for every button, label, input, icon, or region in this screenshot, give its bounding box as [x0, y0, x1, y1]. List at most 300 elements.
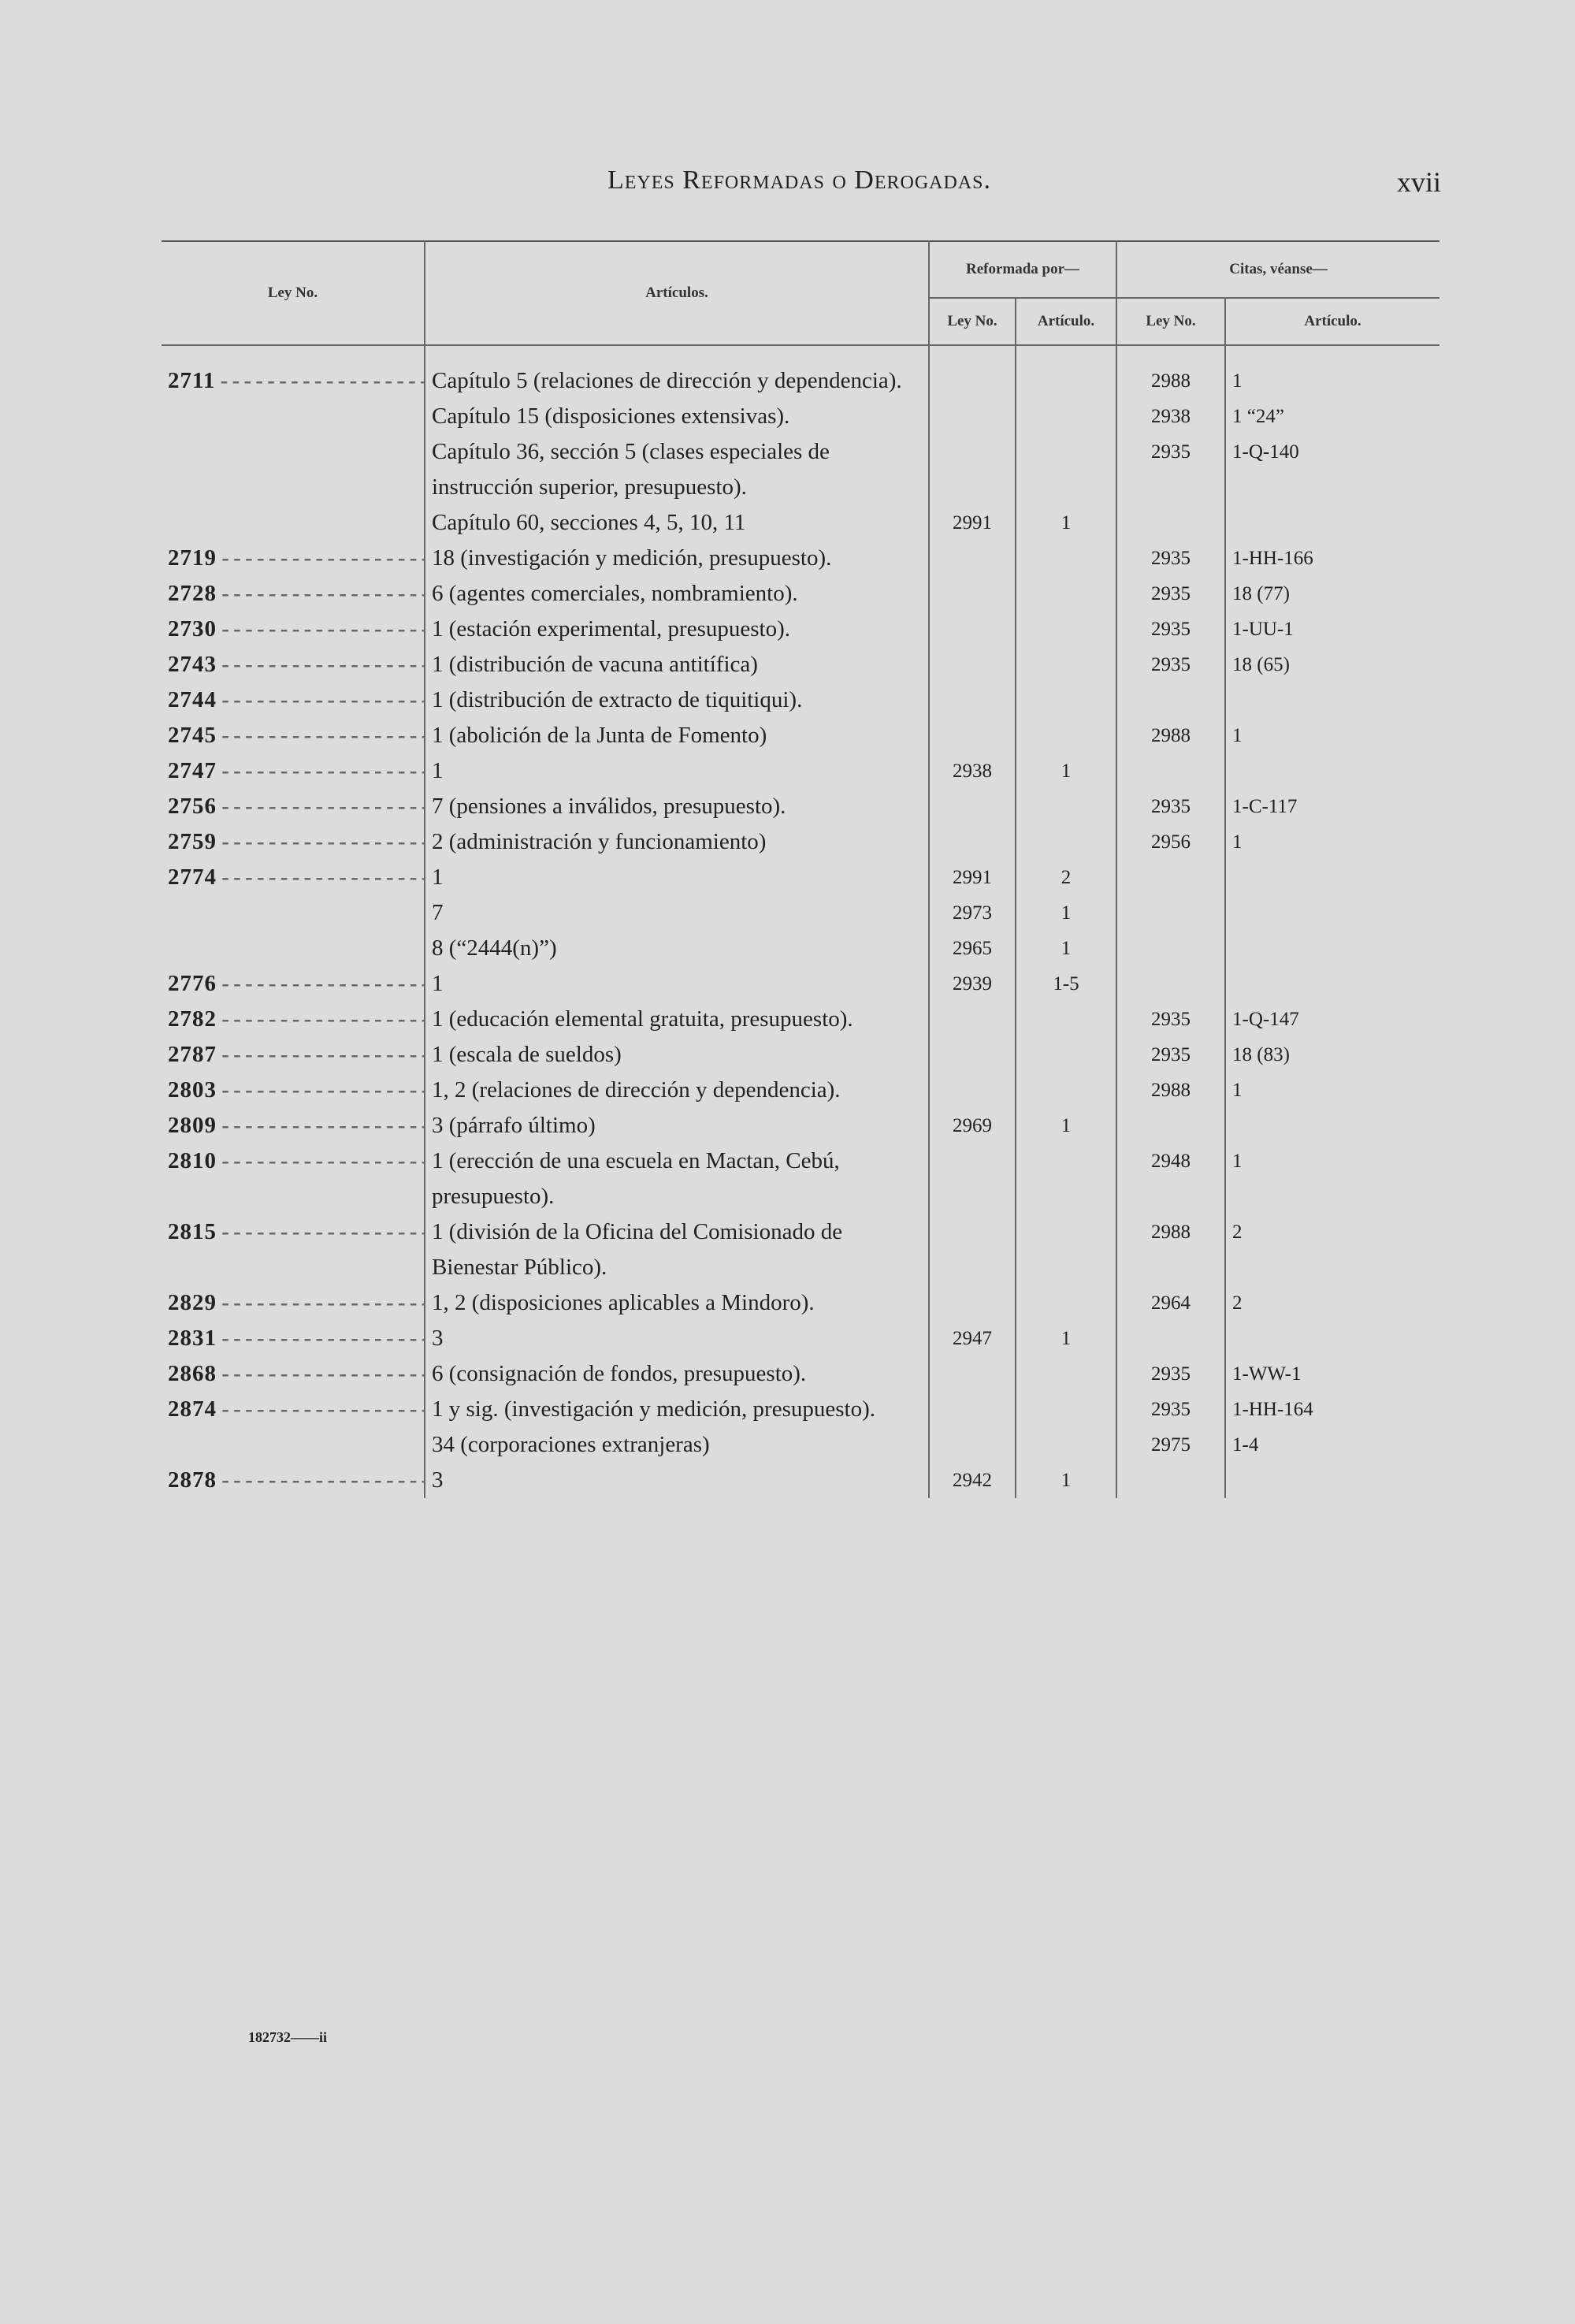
citas-ley-cell-text: 2935 — [1151, 1399, 1191, 1420]
reformada-ley-cell — [929, 1143, 1016, 1214]
citas-articulo-cell — [1225, 1427, 1439, 1463]
reformada-ley-cell — [929, 789, 1016, 824]
citas-ley-cell — [1116, 1214, 1225, 1285]
ley-cell — [162, 1143, 425, 1214]
table-header — [162, 241, 1439, 345]
reformada-ley-cell-text: 2991 — [953, 867, 992, 888]
citas-articulo-cell-text: 1-4 — [1232, 1434, 1259, 1456]
articulo-cell-text: 1 y sig. (investigación y medición, presupuesto). — [432, 1396, 875, 1422]
articulo-cell-text: 1 (erección de una escuela en Mactan, Cebú, presupuesto). — [432, 1148, 840, 1209]
ley-cell-text: 2743 - - - — [168, 652, 425, 677]
citas-ley-cell — [1116, 541, 1225, 576]
citas-ley-cell — [1116, 1463, 1225, 1498]
page-title: Leyes Reformadas o Derogadas. — [607, 165, 992, 195]
laws-table — [162, 240, 1439, 1498]
reformada-articulo-cell-text: 1 — [1061, 938, 1072, 959]
citas-ley-cell — [1116, 1108, 1225, 1143]
articulo-cell — [425, 682, 929, 718]
reformada-ley-cell — [929, 824, 1016, 860]
ley-cell — [162, 1214, 425, 1285]
table-row — [162, 576, 1439, 612]
table-row — [162, 434, 1439, 505]
citas-ley-cell — [1116, 1143, 1225, 1214]
ley-cell — [162, 541, 425, 576]
reformada-articulo-cell — [1016, 718, 1116, 753]
subheader-citas-ley: Ley No. — [1116, 298, 1225, 345]
table-row — [162, 1073, 1439, 1108]
table-row — [162, 1427, 1439, 1463]
citas-ley-cell-text: 2935 — [1151, 1009, 1191, 1030]
ley-cell-text: 2728 - - - — [168, 581, 425, 606]
ley-cell — [162, 931, 425, 966]
reformada-articulo-cell — [1016, 824, 1116, 860]
reformada-ley-cell — [929, 1073, 1016, 1108]
citas-ley-cell-text: 2988 — [1151, 1080, 1191, 1101]
reformada-ley-cell — [929, 931, 1016, 966]
citas-ley-cell — [1116, 753, 1225, 789]
reformada-ley-cell — [929, 1285, 1016, 1321]
citas-ley-cell-text: 2935 — [1151, 548, 1191, 569]
citas-ley-cell — [1116, 1002, 1225, 1037]
reformada-articulo-cell-text: 1 — [1061, 1328, 1072, 1349]
citas-articulo-cell — [1225, 824, 1439, 860]
table-row — [162, 895, 1439, 931]
citas-articulo-cell — [1225, 612, 1439, 647]
articulo-cell — [425, 1285, 929, 1321]
articulo-cell-text: Capítulo 60, secciones 4, 5, 10, 11 — [432, 510, 746, 535]
articulo-cell-text: 1 — [432, 971, 444, 996]
col-header-ley: Ley No. — [267, 284, 318, 301]
citas-ley-cell — [1116, 860, 1225, 895]
articulo-cell — [425, 1427, 929, 1463]
reformada-ley-cell — [929, 895, 1016, 931]
citas-articulo-cell-text: 1-HH-166 — [1232, 548, 1313, 569]
articulo-cell-text: 3 (párrafo último) — [432, 1113, 596, 1138]
reformada-articulo-cell — [1016, 541, 1116, 576]
table-row — [162, 1285, 1439, 1321]
subheader-reformada-articulo: Artículo. — [1016, 298, 1116, 345]
articulo-cell-text: Capítulo 36, sección 5 (clases especiales de instrucción superior, presupuesto). — [432, 439, 830, 500]
reformada-ley-cell — [929, 682, 1016, 718]
articulo-cell-text: 6 (agentes comerciales, nombramiento). — [432, 581, 798, 606]
ley-cell-text: 2874 - - - — [168, 1396, 425, 1422]
reformada-articulo-cell — [1016, 789, 1116, 824]
citas-ley-cell — [1116, 1427, 1225, 1463]
articulo-cell — [425, 505, 929, 541]
reformada-articulo-cell — [1016, 1392, 1116, 1427]
reformada-articulo-cell — [1016, 612, 1116, 647]
citas-articulo-cell-text: 1-HH-164 — [1232, 1399, 1313, 1420]
citas-ley-cell — [1116, 505, 1225, 541]
articulo-cell — [425, 1002, 929, 1037]
reformada-ley-cell-text: 2965 — [953, 938, 992, 959]
citas-articulo-cell — [1225, 1356, 1439, 1392]
reformada-ley-cell — [929, 399, 1016, 434]
articulo-cell — [425, 966, 929, 1002]
table-row — [162, 505, 1439, 541]
articulo-cell — [425, 1143, 929, 1214]
articulo-cell — [425, 541, 929, 576]
citas-ley-cell-text: 2988 — [1151, 725, 1191, 746]
articulo-cell-text: 1 (distribución de extracto de tiquitiqui). — [432, 687, 803, 712]
citas-articulo-cell — [1225, 1108, 1439, 1143]
articulo-cell-text: 18 (investigación y medición, presupuesto). — [432, 545, 832, 571]
articulo-cell-text: 1 — [432, 865, 444, 890]
page-number: xvii — [1396, 166, 1441, 198]
citas-articulo-cell — [1225, 1463, 1439, 1498]
table-row — [162, 753, 1439, 789]
citas-articulo-cell — [1225, 1037, 1439, 1073]
reformada-articulo-cell — [1016, 505, 1116, 541]
citas-articulo-cell — [1225, 647, 1439, 682]
reformada-articulo-cell — [1016, 1321, 1116, 1356]
reformada-articulo-cell — [1016, 345, 1116, 399]
citas-articulo-cell — [1225, 576, 1439, 612]
articulo-cell — [425, 824, 929, 860]
reformada-articulo-cell-text: 1 — [1061, 1470, 1072, 1491]
articulo-cell — [425, 1037, 929, 1073]
ley-cell-text: 2776 - - - — [168, 971, 425, 996]
reformada-ley-cell-text: 2973 — [953, 902, 992, 924]
ley-cell — [162, 1073, 425, 1108]
table-row — [162, 1037, 1439, 1073]
ley-cell-text: 2756 - - - — [168, 794, 425, 819]
col-header-articulos: Artículos. — [425, 241, 929, 345]
ley-cell — [162, 1392, 425, 1427]
citas-ley-cell — [1116, 1285, 1225, 1321]
articulo-cell-text: 1 (distribución de vacuna antitífica) — [432, 652, 758, 677]
citas-ley-cell-text: 2935 — [1151, 1363, 1191, 1385]
articulo-cell-text: 1 (abolición de la Junta de Fomento) — [432, 723, 767, 748]
articulo-cell — [425, 718, 929, 753]
ley-cell — [162, 718, 425, 753]
citas-ley-cell — [1116, 895, 1225, 931]
citas-ley-cell-text: 2988 — [1151, 370, 1191, 392]
citas-articulo-cell-text: 1 — [1232, 831, 1243, 853]
table-row — [162, 1002, 1439, 1037]
reformada-ley-cell — [929, 966, 1016, 1002]
articulo-cell — [425, 399, 929, 434]
reformada-ley-cell — [929, 541, 1016, 576]
citas-articulo-cell-text: 1-UU-1 — [1232, 619, 1294, 640]
ley-cell — [162, 1427, 425, 1463]
articulo-cell — [425, 647, 929, 682]
ley-cell-text: 2809 - - - — [168, 1113, 425, 1138]
reformada-articulo-cell-text: 1 — [1061, 1115, 1072, 1136]
reformada-articulo-cell-text: 1-5 — [1053, 973, 1079, 995]
citas-ley-cell — [1116, 647, 1225, 682]
citas-ley-cell-text: 2935 — [1151, 654, 1191, 675]
reformada-ley-cell — [929, 345, 1016, 399]
citas-ley-cell — [1116, 345, 1225, 399]
reformada-articulo-cell — [1016, 399, 1116, 434]
ley-cell — [162, 1108, 425, 1143]
ley-cell — [162, 399, 425, 434]
reformada-ley-cell — [929, 1427, 1016, 1463]
citas-ley-cell — [1116, 612, 1225, 647]
reformada-ley-cell-text: 2938 — [953, 760, 992, 782]
ley-cell — [162, 1463, 425, 1498]
articulo-cell-text: 7 — [432, 900, 444, 925]
ley-cell-text: 2868 - - - — [168, 1361, 425, 1386]
articulo-cell — [425, 1214, 929, 1285]
reformada-ley-cell — [929, 576, 1016, 612]
reformada-articulo-cell — [1016, 1463, 1116, 1498]
table-row — [162, 789, 1439, 824]
ley-cell-text: 2803 - - - — [168, 1077, 425, 1103]
citas-ley-cell-text: 2964 — [1151, 1292, 1191, 1314]
articulo-cell — [425, 1392, 929, 1427]
citas-ley-cell — [1116, 789, 1225, 824]
reformada-articulo-cell — [1016, 1143, 1116, 1214]
reformada-ley-cell — [929, 1002, 1016, 1037]
table-row — [162, 966, 1439, 1002]
citas-ley-cell — [1116, 576, 1225, 612]
articulo-cell — [425, 345, 929, 399]
citas-articulo-cell — [1225, 1321, 1439, 1356]
reformada-articulo-cell-text: 2 — [1061, 867, 1072, 888]
articulo-cell-text: Capítulo 15 (disposiciones extensivas). — [432, 403, 790, 429]
reformada-ley-cell — [929, 505, 1016, 541]
reformada-articulo-cell — [1016, 931, 1116, 966]
citas-articulo-cell — [1225, 753, 1439, 789]
ley-cell-text: 2787 - - - — [168, 1042, 425, 1067]
reformada-ley-cell-text: 2942 — [953, 1470, 992, 1491]
citas-articulo-cell-text: 18 (77) — [1232, 583, 1290, 604]
ley-cell-text: 2831 - - - — [168, 1326, 425, 1351]
citas-articulo-cell-text: 1-C-117 — [1232, 796, 1298, 817]
reformada-ley-cell — [929, 1108, 1016, 1143]
articulo-cell — [425, 1356, 929, 1392]
ley-cell — [162, 789, 425, 824]
citas-ley-cell-text: 2938 — [1151, 406, 1191, 427]
citas-articulo-cell — [1225, 505, 1439, 541]
reformada-articulo-cell — [1016, 753, 1116, 789]
citas-ley-cell-text: 2935 — [1151, 796, 1191, 817]
ley-cell — [162, 1002, 425, 1037]
table-row — [162, 1143, 1439, 1214]
citas-ley-cell — [1116, 1356, 1225, 1392]
ley-cell-text: 2745 - - - — [168, 723, 425, 748]
citas-ley-cell — [1116, 1392, 1225, 1427]
table-row — [162, 612, 1439, 647]
table-row — [162, 1214, 1439, 1285]
citas-articulo-cell-text: 18 (83) — [1232, 1044, 1290, 1065]
citas-ley-cell — [1116, 682, 1225, 718]
citas-ley-cell — [1116, 399, 1225, 434]
citas-articulo-cell — [1225, 966, 1439, 1002]
reformada-articulo-cell-text: 1 — [1061, 760, 1072, 782]
table-row — [162, 541, 1439, 576]
citas-ley-cell — [1116, 824, 1225, 860]
table-row — [162, 718, 1439, 753]
reformada-articulo-cell-text: 1 — [1061, 512, 1072, 534]
citas-articulo-cell — [1225, 1285, 1439, 1321]
citas-articulo-cell — [1225, 1073, 1439, 1108]
ley-cell — [162, 576, 425, 612]
citas-ley-cell — [1116, 1037, 1225, 1073]
citas-ley-cell-text: 2956 — [1151, 831, 1191, 853]
ley-cell — [162, 860, 425, 895]
citas-ley-cell-text: 2935 — [1151, 619, 1191, 640]
articulo-cell — [425, 1321, 929, 1356]
ley-cell — [162, 345, 425, 399]
citas-articulo-cell — [1225, 1392, 1439, 1427]
reformada-articulo-cell — [1016, 1427, 1116, 1463]
citas-articulo-cell-text: 1 “24” — [1232, 406, 1284, 427]
citas-ley-cell — [1116, 718, 1225, 753]
articulo-cell — [425, 576, 929, 612]
reformada-ley-cell — [929, 1392, 1016, 1427]
reformada-ley-cell — [929, 1214, 1016, 1285]
reformada-ley-cell — [929, 1321, 1016, 1356]
ley-cell — [162, 1321, 425, 1356]
articulo-cell — [425, 895, 929, 931]
citas-articulo-cell-text: 1-WW-1 — [1232, 1363, 1302, 1385]
citas-articulo-cell — [1225, 1002, 1439, 1037]
reformada-ley-cell — [929, 1356, 1016, 1392]
table-row — [162, 399, 1439, 434]
citas-articulo-cell — [1225, 682, 1439, 718]
table-row — [162, 860, 1439, 895]
reformada-articulo-cell — [1016, 860, 1116, 895]
reformada-articulo-cell — [1016, 576, 1116, 612]
reformada-ley-cell — [929, 434, 1016, 505]
citas-ley-cell — [1116, 1321, 1225, 1356]
articulo-cell — [425, 434, 929, 505]
citas-articulo-cell — [1225, 399, 1439, 434]
ley-cell-text: 2774 - - - — [168, 865, 425, 890]
citas-articulo-cell — [1225, 931, 1439, 966]
table-row — [162, 647, 1439, 682]
citas-articulo-cell — [1225, 860, 1439, 895]
ley-cell-text: 2747 - - - — [168, 758, 425, 783]
reformada-ley-cell — [929, 860, 1016, 895]
articulo-cell — [425, 1073, 929, 1108]
citas-ley-cell-text: 2935 — [1151, 583, 1191, 604]
reformada-articulo-cell — [1016, 1108, 1116, 1143]
articulo-cell-text: Capítulo 5 (relaciones de dirección y dependencia). — [432, 368, 902, 393]
table-row — [162, 931, 1439, 966]
ley-cell-text: 2759 - - - — [168, 829, 425, 854]
reformada-ley-cell-text: 2991 — [953, 512, 992, 534]
ley-cell — [162, 1356, 425, 1392]
articulo-cell — [425, 789, 929, 824]
citas-articulo-cell — [1225, 541, 1439, 576]
ley-cell — [162, 612, 425, 647]
table-row — [162, 345, 1439, 399]
table-row — [162, 1356, 1439, 1392]
citas-ley-cell-text: 2988 — [1151, 1221, 1191, 1243]
articulo-cell — [425, 753, 929, 789]
ley-cell — [162, 682, 425, 718]
reformada-ley-cell — [929, 1037, 1016, 1073]
ley-cell — [162, 895, 425, 931]
ley-cell — [162, 434, 425, 505]
articulo-cell — [425, 860, 929, 895]
citas-articulo-cell-text: 1 — [1232, 1080, 1243, 1101]
reformada-articulo-cell — [1016, 647, 1116, 682]
articulo-cell — [425, 612, 929, 647]
ley-cell-text: 2878 - - - — [168, 1467, 425, 1493]
table-row — [162, 1463, 1439, 1498]
table-row — [162, 824, 1439, 860]
reformada-articulo-cell — [1016, 1073, 1116, 1108]
articulo-cell-text: 1 (educación elemental gratuita, presupuesto). — [432, 1006, 853, 1032]
articulo-cell-text: 1 (estación experimental, presupuesto). — [432, 616, 790, 641]
citas-articulo-cell-text: 2 — [1232, 1221, 1243, 1243]
ley-cell — [162, 824, 425, 860]
citas-articulo-cell — [1225, 345, 1439, 399]
reformada-ley-cell — [929, 753, 1016, 789]
ley-cell-text: 2829 - - - — [168, 1290, 425, 1315]
table-row — [162, 682, 1439, 718]
citas-ley-cell-text: 2935 — [1151, 1044, 1191, 1065]
citas-articulo-cell — [1225, 1214, 1439, 1285]
reformada-articulo-cell — [1016, 895, 1116, 931]
citas-articulo-cell — [1225, 789, 1439, 824]
articulo-cell-text: 1, 2 (disposiciones aplicables a Mindoro). — [432, 1290, 815, 1315]
citas-ley-cell-text: 2948 — [1151, 1151, 1191, 1172]
subheader-citas-articulo: Artículo. — [1225, 298, 1439, 345]
articulo-cell — [425, 1108, 929, 1143]
reformada-articulo-cell — [1016, 434, 1116, 505]
citas-ley-cell — [1116, 434, 1225, 505]
articulo-cell — [425, 931, 929, 966]
reformada-articulo-cell-text: 1 — [1061, 902, 1072, 924]
col-header-reformada: Reformada por— — [929, 241, 1116, 298]
articulo-cell-text: 3 — [432, 1467, 444, 1493]
table-row — [162, 1392, 1439, 1427]
reformada-ley-cell-text: 2947 — [953, 1328, 992, 1349]
page-header — [158, 165, 1441, 213]
citas-ley-cell-text: 2935 — [1151, 441, 1191, 463]
citas-ley-cell — [1116, 966, 1225, 1002]
table-body — [162, 345, 1439, 1498]
ley-cell-text: 2719 - - - — [168, 545, 425, 571]
articulo-cell-text: 2 (administración y funcionamiento) — [432, 829, 767, 854]
articulo-cell — [425, 1463, 929, 1498]
articulo-cell-text: 1 (escala de sueldos) — [432, 1042, 622, 1067]
citas-articulo-cell — [1225, 895, 1439, 931]
articulo-cell-text: 3 — [432, 1326, 444, 1351]
ley-cell — [162, 753, 425, 789]
table-row — [162, 1321, 1439, 1356]
articulo-cell-text: 1 — [432, 758, 444, 783]
reformada-articulo-cell — [1016, 966, 1116, 1002]
citas-articulo-cell-text: 18 (65) — [1232, 654, 1290, 675]
table-row — [162, 1108, 1439, 1143]
ley-cell — [162, 647, 425, 682]
reformada-ley-cell — [929, 718, 1016, 753]
citas-ley-cell — [1116, 931, 1225, 966]
articulo-cell-text: 7 (pensiones a inválidos, presupuesto). — [432, 794, 786, 819]
citas-articulo-cell-text: 2 — [1232, 1292, 1243, 1314]
reformada-articulo-cell — [1016, 1214, 1116, 1285]
ley-cell — [162, 505, 425, 541]
citas-articulo-cell — [1225, 1143, 1439, 1214]
citas-articulo-cell — [1225, 718, 1439, 753]
col-header-citas: Citas, véanse— — [1116, 241, 1439, 298]
citas-articulo-cell — [1225, 434, 1439, 505]
reformada-ley-cell-text: 2939 — [953, 973, 992, 995]
ley-cell — [162, 1037, 425, 1073]
ley-cell-text: 2815 - - - — [168, 1219, 425, 1244]
reformada-articulo-cell — [1016, 1037, 1116, 1073]
ley-cell-text: 2711 - - - — [168, 368, 425, 393]
reformada-ley-cell — [929, 647, 1016, 682]
articulo-cell-text: 1, 2 (relaciones de dirección y dependencia). — [432, 1077, 841, 1103]
